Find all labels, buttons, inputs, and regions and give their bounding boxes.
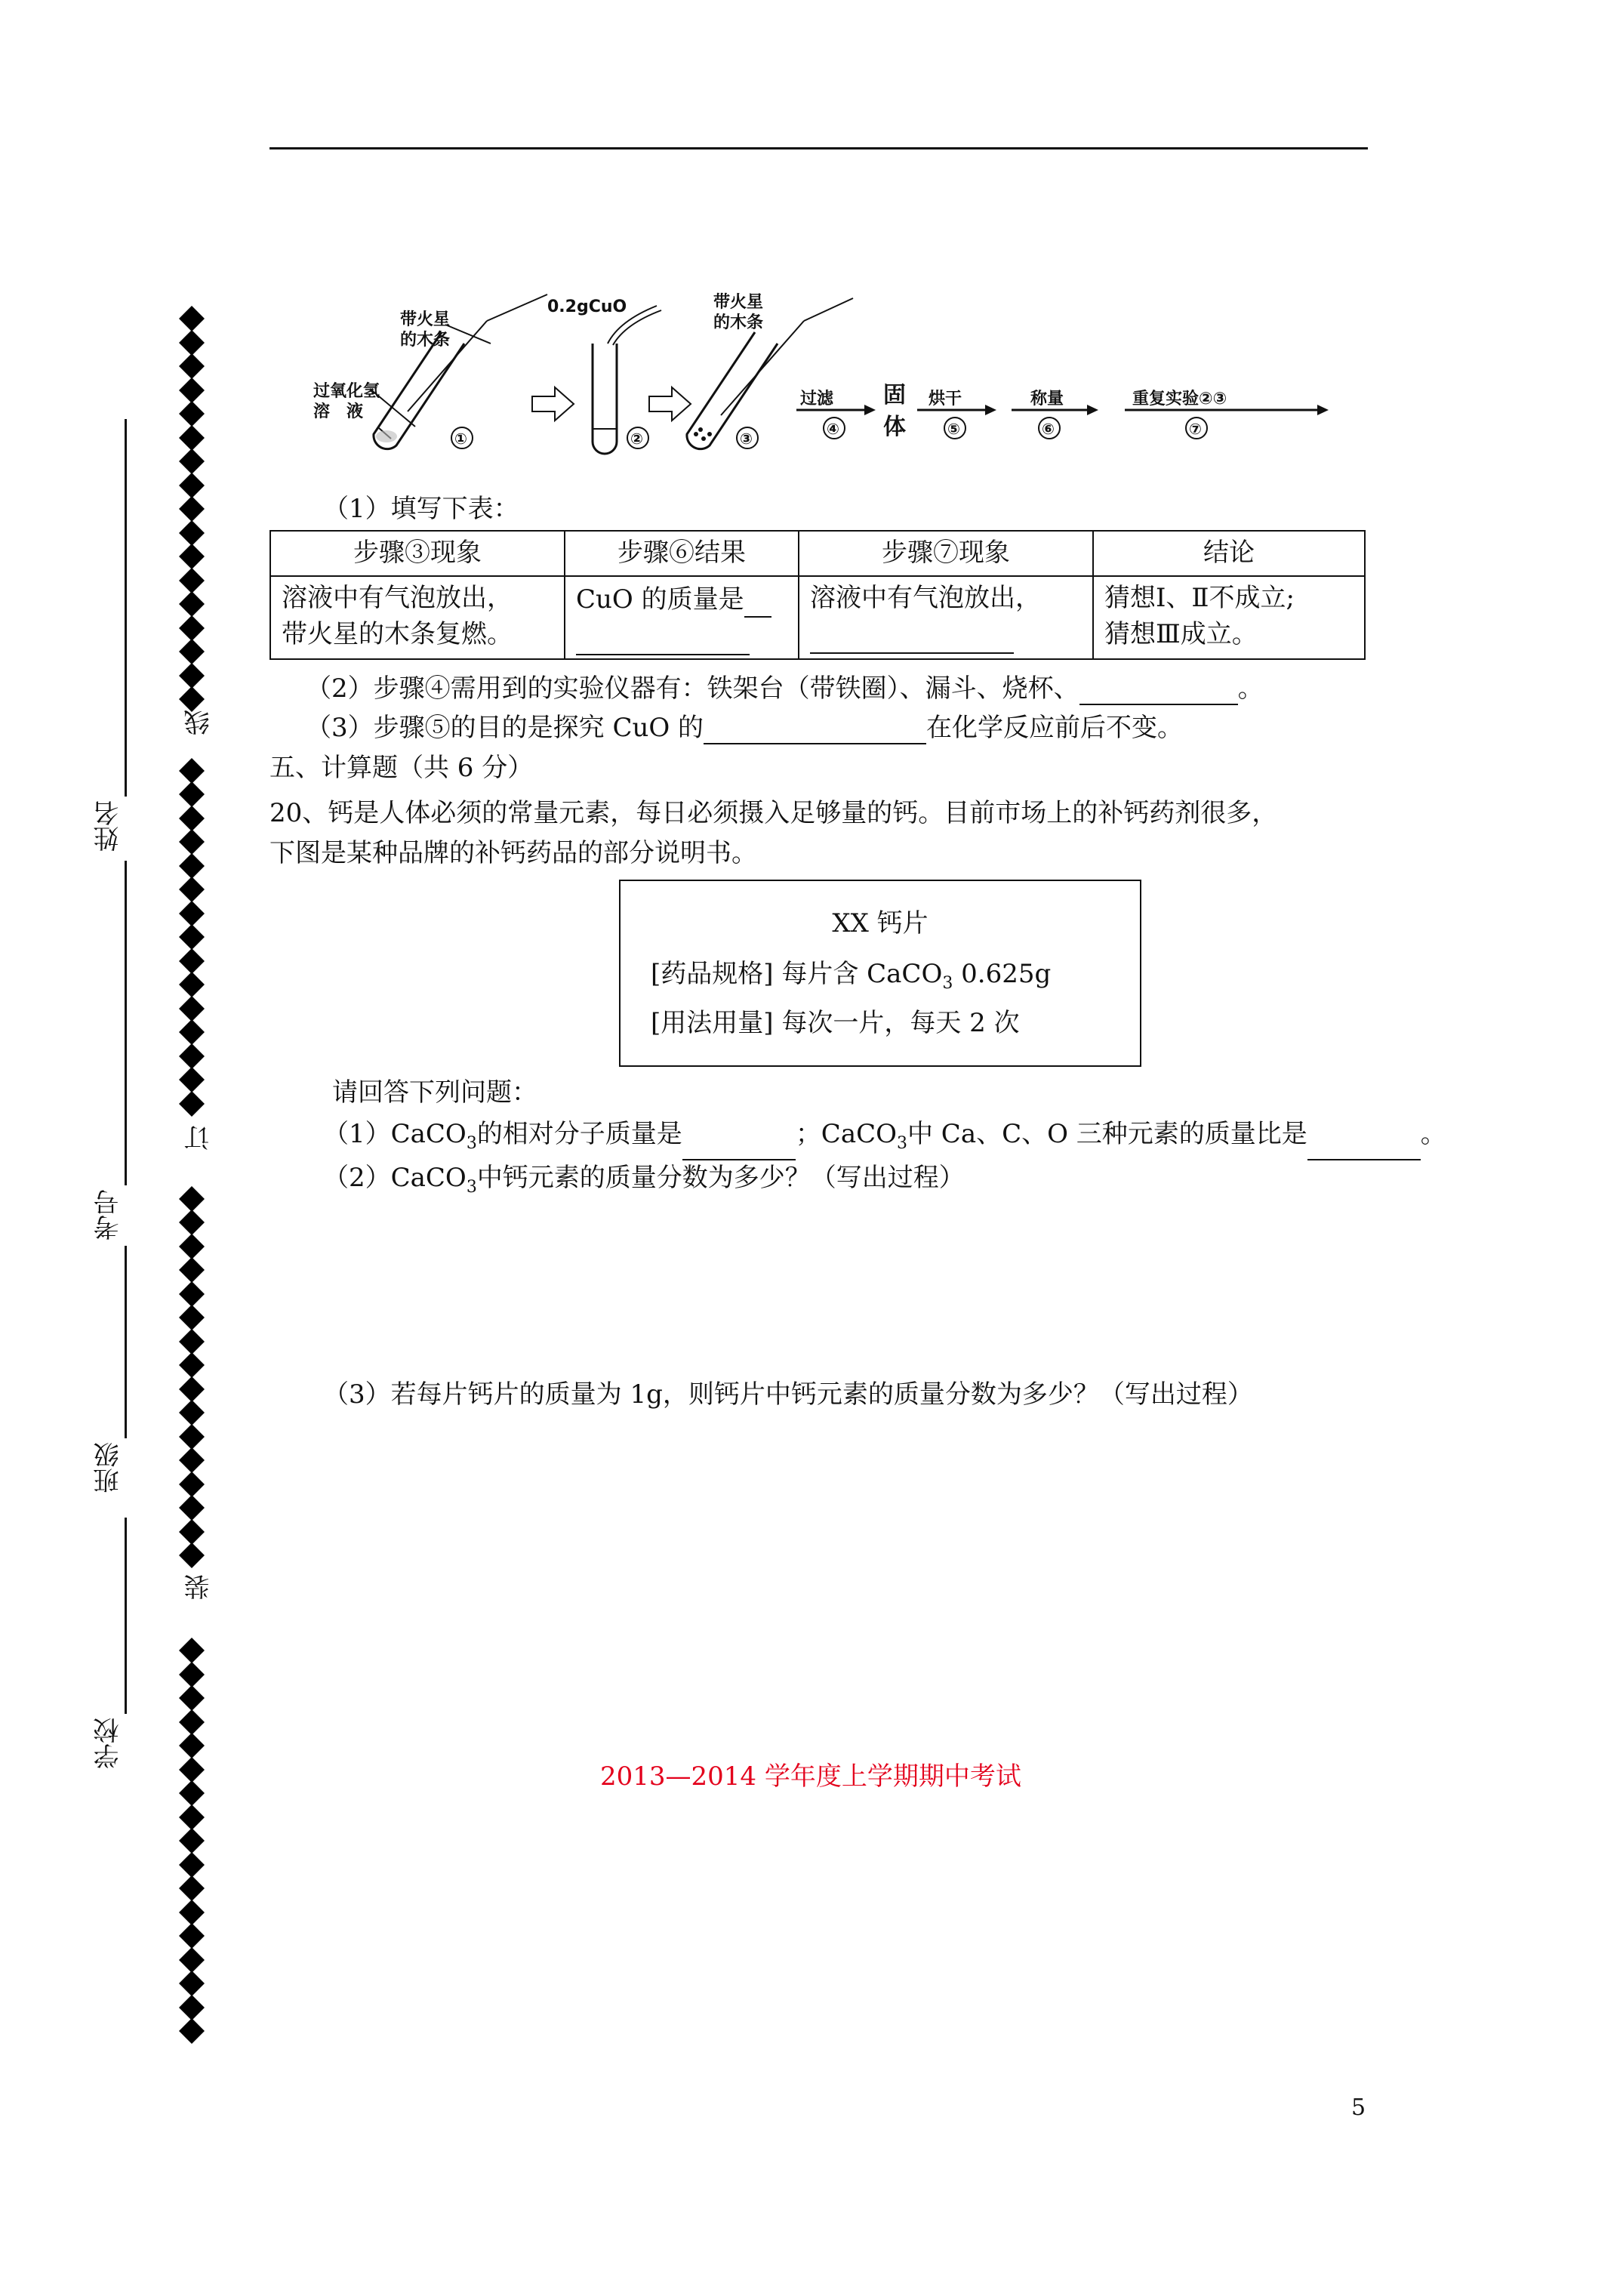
table-header: 步骤⑥结果 (565, 531, 799, 576)
page-number: 5 (1351, 2094, 1366, 2121)
binding-diamond (179, 901, 205, 926)
header-rule (269, 147, 1368, 149)
table-header: 步骤⑦现象 (799, 531, 1093, 576)
tube-num-2: ② (630, 430, 643, 448)
splint-label-3b: 的木条 (713, 313, 764, 332)
medicine-spec: [药品规格] 每片含 CaCO$_3$ 0.625g (651, 959, 1052, 993)
svg-text:烘干: 烘干 (929, 390, 962, 408)
table-cell-conclusion: 猜想Ⅰ、Ⅱ不成立; 猜想Ⅲ成立。 (1093, 576, 1365, 659)
binding-diamond (179, 781, 205, 807)
sub-question-2: （2）CaCO$_3$中钙元素的质量分数为多少？（写出过程） (323, 1163, 965, 1197)
answer-blank-step7[interactable] (810, 616, 1014, 654)
name-label: 姓名 (94, 800, 124, 852)
table-header: 步骤③现象 (270, 531, 565, 576)
binding-diamond (179, 1519, 205, 1545)
binding-diamond (179, 1376, 205, 1402)
binding-diamond (179, 1257, 205, 1283)
exam-title-footer: 2013—2014 学年度上学期期中考试 (600, 1761, 1021, 1792)
binding-diamond (179, 1472, 205, 1497)
binding-diamond (179, 1828, 205, 1854)
binding-diamond (179, 924, 205, 950)
binding-diamond (179, 591, 205, 617)
binding-diamond (179, 1804, 205, 1830)
class-fill-line[interactable] (125, 1246, 127, 1438)
exam-number-label: 考号 (94, 1189, 124, 1240)
table-row (270, 576, 1365, 659)
splint-label-3a: 带火星 (713, 293, 764, 312)
answer-blank-q3[interactable] (704, 710, 926, 744)
svg-text:重复实验②③: 重复实验②③ (1132, 390, 1227, 408)
binding-diamond (179, 1900, 205, 1925)
binding-diamond (179, 1305, 205, 1330)
binding-diamond (179, 972, 205, 997)
splint-label-1b: 的木条 (400, 331, 451, 350)
solid-label-b: 体 (883, 414, 906, 440)
binding-diamond (179, 1733, 205, 1758)
svg-text:⑤: ⑤ (947, 420, 960, 438)
class-label: 班级 (94, 1442, 124, 1493)
splint-label-1a: 带火星 (400, 310, 451, 329)
binding-diamond (179, 1709, 205, 1735)
binding-diamond (179, 996, 205, 1022)
binding-diamond (179, 1542, 205, 1568)
svg-text:⑥: ⑥ (1042, 420, 1055, 438)
binding-diamond (179, 1947, 205, 1973)
binding-diamond (179, 686, 205, 712)
binding-diamond (179, 306, 205, 331)
binding-diamond (179, 1447, 205, 1473)
binding-diamond (179, 1234, 205, 1259)
binding-diamond (179, 1281, 205, 1307)
step-arrow-6 (1012, 389, 1098, 439)
solution-label-a: 过氧化氢 (313, 382, 380, 401)
binding-diamond (179, 806, 205, 831)
binding-diamond (179, 758, 205, 784)
binding-diamond (179, 1685, 205, 1711)
svg-text:⑦: ⑦ (1189, 420, 1202, 438)
binding-diamond (179, 663, 205, 689)
binding-diamond (179, 853, 205, 879)
seal-word-pack: 装 (184, 1574, 214, 1600)
sub-question-3: （3）若每片钙片的质量为 1g，则钙片中钙元素的质量分数为多少？（写出过程） (323, 1379, 1253, 1410)
table-header-row (270, 531, 1365, 576)
binding-diamond (179, 1923, 205, 1949)
binding-diamond (179, 1852, 205, 1878)
q20-text-line1: 20、钙是人体必须的常量元素，每日必须摄入足够量的钙。目前市场上的补钙药剂很多， (269, 798, 1278, 828)
table-cell-step7: 溶液中有气泡放出， (799, 576, 1093, 659)
q20-text-line2: 下图是某种品牌的补钙药品的部分说明书。 (269, 838, 757, 868)
section-5-heading: 五、计算题（共 6 分） (269, 753, 534, 783)
binding-diamond (179, 1400, 205, 1425)
binding-diamond (179, 1971, 205, 1996)
process-arrow-2 (649, 387, 691, 421)
sub-question-1: （1）CaCO$_3$的相对分子质量是 ；CaCO$_3$中 Ca、C、O 三种元素的质量比是 。 (323, 1117, 1446, 1160)
binding-diamond (179, 568, 205, 593)
binding-diamond (179, 948, 205, 974)
step-arrow-4 (796, 389, 876, 439)
medicine-usage: [用法用量] 每次一片，每天 2 次 (651, 1008, 1020, 1038)
binding-diamond (179, 1662, 205, 1687)
step-arrow-7 (1125, 389, 1329, 439)
binding-diamond (179, 544, 205, 569)
tube-num-3: ③ (740, 430, 753, 448)
experiment-table (269, 530, 1366, 660)
binding-diamond (179, 615, 205, 641)
binding-diamond (179, 1329, 205, 1354)
svg-text:过滤: 过滤 (800, 390, 834, 408)
svg-text:称量: 称量 (1030, 390, 1064, 408)
binding-diamond (179, 829, 205, 855)
binding-diamond (179, 1210, 205, 1235)
q3-line: （3）步骤⑤的目的是探究 CuO 的 在化学反应前后不变。 (306, 710, 1183, 744)
school-label: 学校 (94, 1718, 124, 1769)
school-fill-line[interactable] (125, 1518, 127, 1714)
answer-blank-molar-mass[interactable] (682, 1126, 796, 1160)
binding-diamond (179, 378, 205, 403)
test-tube-2 (593, 306, 661, 454)
binding-diamond (179, 1019, 205, 1045)
binding-diamond (179, 496, 205, 522)
test-tube-1 (370, 294, 547, 449)
answer-blank-mass-ratio[interactable] (1307, 1126, 1421, 1160)
q1-intro: （1）填写下表： (323, 494, 519, 524)
binding-diamond (179, 401, 205, 427)
binding-diamond (179, 1067, 205, 1093)
name-fill-line[interactable] (125, 419, 127, 797)
cuo-label: 0.2gCuO (547, 297, 627, 316)
binding-diamond (179, 1875, 205, 1901)
table-cell-step3: 溶液中有气泡放出， 带火星的木条复燃。 (270, 576, 565, 659)
binding-diamond (179, 1352, 205, 1378)
binding-diamond (179, 520, 205, 546)
binding-diamond (179, 353, 205, 379)
binding-diamond (179, 473, 205, 498)
binding-diamond (179, 1995, 205, 2020)
answer-blank-cuo-mass-b[interactable] (576, 618, 750, 655)
binding-diamond (179, 2018, 205, 2044)
binding-diamond (179, 1638, 205, 1663)
binding-diamond (179, 1091, 205, 1117)
table-cell-step6: CuO 的质量是 (565, 576, 799, 659)
medicine-label-box (619, 880, 1141, 1067)
answer-prompt: 请回答下列问题： (332, 1077, 537, 1108)
q2-line: （2）步骤④需用到的实验仪器有：铁架台（带铁圈）、漏斗、烧杯、 。 (306, 670, 1264, 705)
binding-diamond (179, 1757, 205, 1783)
binding-diamond (179, 425, 205, 451)
binding-diamond (179, 1186, 205, 1212)
experiment-diagram (302, 291, 1344, 464)
answer-blank-q2[interactable] (1079, 670, 1238, 705)
binding-diamond (179, 1780, 205, 1806)
process-arrow-1 (532, 387, 574, 421)
answer-blank-cuo-mass-a[interactable] (744, 580, 771, 618)
svg-text:④: ④ (827, 420, 839, 438)
tube-num-1: ① (454, 430, 467, 448)
binding-diamond (179, 330, 205, 356)
binding-diamond (179, 448, 205, 474)
step-arrow-5 (917, 390, 996, 439)
medicine-title: XX 钙片 (832, 908, 929, 938)
binding-diamond (179, 1495, 205, 1521)
table-header: 结论 (1093, 531, 1365, 576)
exam-number-fill-line[interactable] (125, 861, 127, 1185)
binding-diamond (179, 1043, 205, 1069)
binding-diamond (179, 1424, 205, 1450)
solution-label-b: 溶 液 (313, 402, 364, 421)
solid-label-a: 固 (883, 382, 906, 408)
binding-diamond (179, 639, 205, 664)
binding-diamond (179, 877, 205, 902)
seal-word-line: 线 (184, 710, 214, 735)
seal-word-bind: 订 (184, 1125, 214, 1151)
